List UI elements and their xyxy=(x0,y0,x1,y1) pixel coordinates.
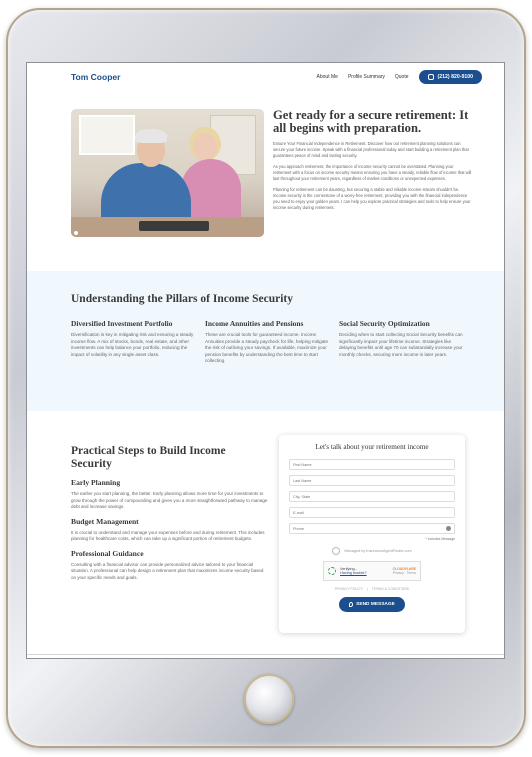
nav-about-me[interactable]: About Me xyxy=(316,74,338,80)
legal-links: PRIVACY POLICY | TERMS & CONDITIONS xyxy=(334,587,410,591)
captcha-help-link[interactable]: Having trouble? xyxy=(340,571,367,575)
pillar-title: Social Security Optimization xyxy=(339,319,430,328)
pillar-card xyxy=(71,319,196,365)
steps-column xyxy=(71,435,269,633)
phone-field[interactable] xyxy=(289,523,455,534)
step-title: Budget Management xyxy=(71,516,139,526)
pillar-title: Income Annuities and Pensions xyxy=(205,319,304,328)
main-nav xyxy=(317,70,482,84)
captcha-brand-links[interactable]: Privacy · Terms xyxy=(392,571,416,575)
managed-by xyxy=(289,547,455,555)
hero-paragraph: Ensure Your Financial Independence in Retirement. Discover how our retirement planning solutions can secure your future income. Speak with a financial professional today and start building a retirement plan that guarantees peace of mind and lasting security. xyxy=(273,141,469,158)
hero-paragraph: Planning for retirement can be daunting, but securing a stable and reliable income stream shouldn't be. Income security is the cornerstone of a worry-free retirement, providing you with the financial independence you need to enjoy your golden years. I can help you explore practical strategies and tools to help ensure your income security during retirement. xyxy=(273,187,471,210)
pillar-card xyxy=(339,319,464,365)
hero-image xyxy=(71,109,264,237)
phone-button[interactable] xyxy=(419,70,482,84)
terms-link[interactable]: TERMS & CONDITIONS xyxy=(371,587,410,591)
screen xyxy=(26,62,505,659)
send-message-label: SEND MESSAGE xyxy=(356,602,395,607)
shield-icon xyxy=(332,547,340,555)
captcha-widget[interactable] xyxy=(323,561,421,581)
hero-text xyxy=(273,109,473,271)
step-title: Professional Guidance xyxy=(71,548,144,558)
first-name-field[interactable] xyxy=(289,459,455,470)
last-name-field[interactable] xyxy=(289,475,455,486)
phone-number: (212) 820-9100 xyxy=(437,74,473,80)
pillar-card xyxy=(205,319,330,365)
pillar-title: Diversified Investment Portfolio xyxy=(71,319,173,328)
pillars-title: Understanding the Pillars of Income Security xyxy=(71,293,294,305)
spinner-icon xyxy=(328,567,336,575)
form-note: * Includes Message xyxy=(425,537,455,541)
pillar-text: Deciding when to start collecting Social Security benefits can significantly impact your lifetime income. Strategies like delaying benefits until age 70 can substantially increase your monthly checks, securing more income in later years. xyxy=(339,332,463,357)
pillar-text: Diversification is key in mitigating risk and ensuring a steady income flow. A mix of stocks, bonds, real estate, and other investments can help balance your portfolio, reducing the impact of volatility in any single asset class. xyxy=(71,332,194,357)
footer-divider xyxy=(27,654,504,655)
captcha-verifying: Verifying... xyxy=(340,567,358,571)
location-pin-icon xyxy=(349,602,353,607)
pillar-text: These are crucial tools for guaranteed income. Income Annuities provide a steady paycheck for life, helping mitigate the risk of outliving your savings. If available, maximize your pension benefits by understanding the best time to start collecting. xyxy=(205,332,329,364)
hero-section xyxy=(27,91,504,271)
phone-icon xyxy=(428,74,434,80)
steps-title: Practical Steps to Build Income Security xyxy=(71,445,226,470)
nav-profile-summary[interactable]: Profile Summary xyxy=(347,74,385,80)
practical-section xyxy=(27,411,504,633)
managed-by-text[interactable]: Managed by InsuranceAgentFinder.com xyxy=(344,549,412,553)
cloudflare-logo: CLOUDFLARE xyxy=(392,567,416,571)
send-message-button[interactable] xyxy=(339,597,405,612)
site-header xyxy=(27,63,504,91)
pillars-section xyxy=(27,271,504,411)
email-field[interactable] xyxy=(289,507,455,518)
contact-form xyxy=(279,435,465,633)
brand-logo[interactable]: Tom Cooper xyxy=(71,72,121,82)
hero-paragraph: As you approach retirement, the importance of income security cannot be overstated. Planning your retirement with a focus on income security means ensuring you have a steady, reliable flow of income that will last throughout your retirement years, regardless of market conditions or unexpected expenses. xyxy=(273,164,472,181)
privacy-policy-link[interactable]: PRIVACY POLICY xyxy=(334,587,363,591)
step-title: Early Planning xyxy=(71,478,121,487)
step-text: It is crucial to understand and manage your expenses before and during retirement. This includes planning for healthcare costs, which can take up a significant portion of retirement budgets. xyxy=(71,529,265,541)
hero-title: Get ready for a secure retirement: It all begins with preparation. xyxy=(273,108,469,135)
form-title: Let's talk about your retirement income xyxy=(315,443,429,451)
nav-quote[interactable]: Quote xyxy=(394,74,409,80)
step-text: Consulting with a financial advisor can provide personalized advice tailored to your financial situation. A professional can help design a retirement plan that maximizes income security based on your specific needs and goals. xyxy=(71,561,264,580)
home-button[interactable] xyxy=(244,674,294,724)
add-message-icon[interactable] xyxy=(446,526,451,531)
step-text: The earlier you start planning, the better. Early planning allows more time for your investments to grow through the power of compounding and gives you a more straightforward pathway to manage debt and increase savings. xyxy=(71,491,268,509)
city-state-field[interactable] xyxy=(289,491,455,502)
